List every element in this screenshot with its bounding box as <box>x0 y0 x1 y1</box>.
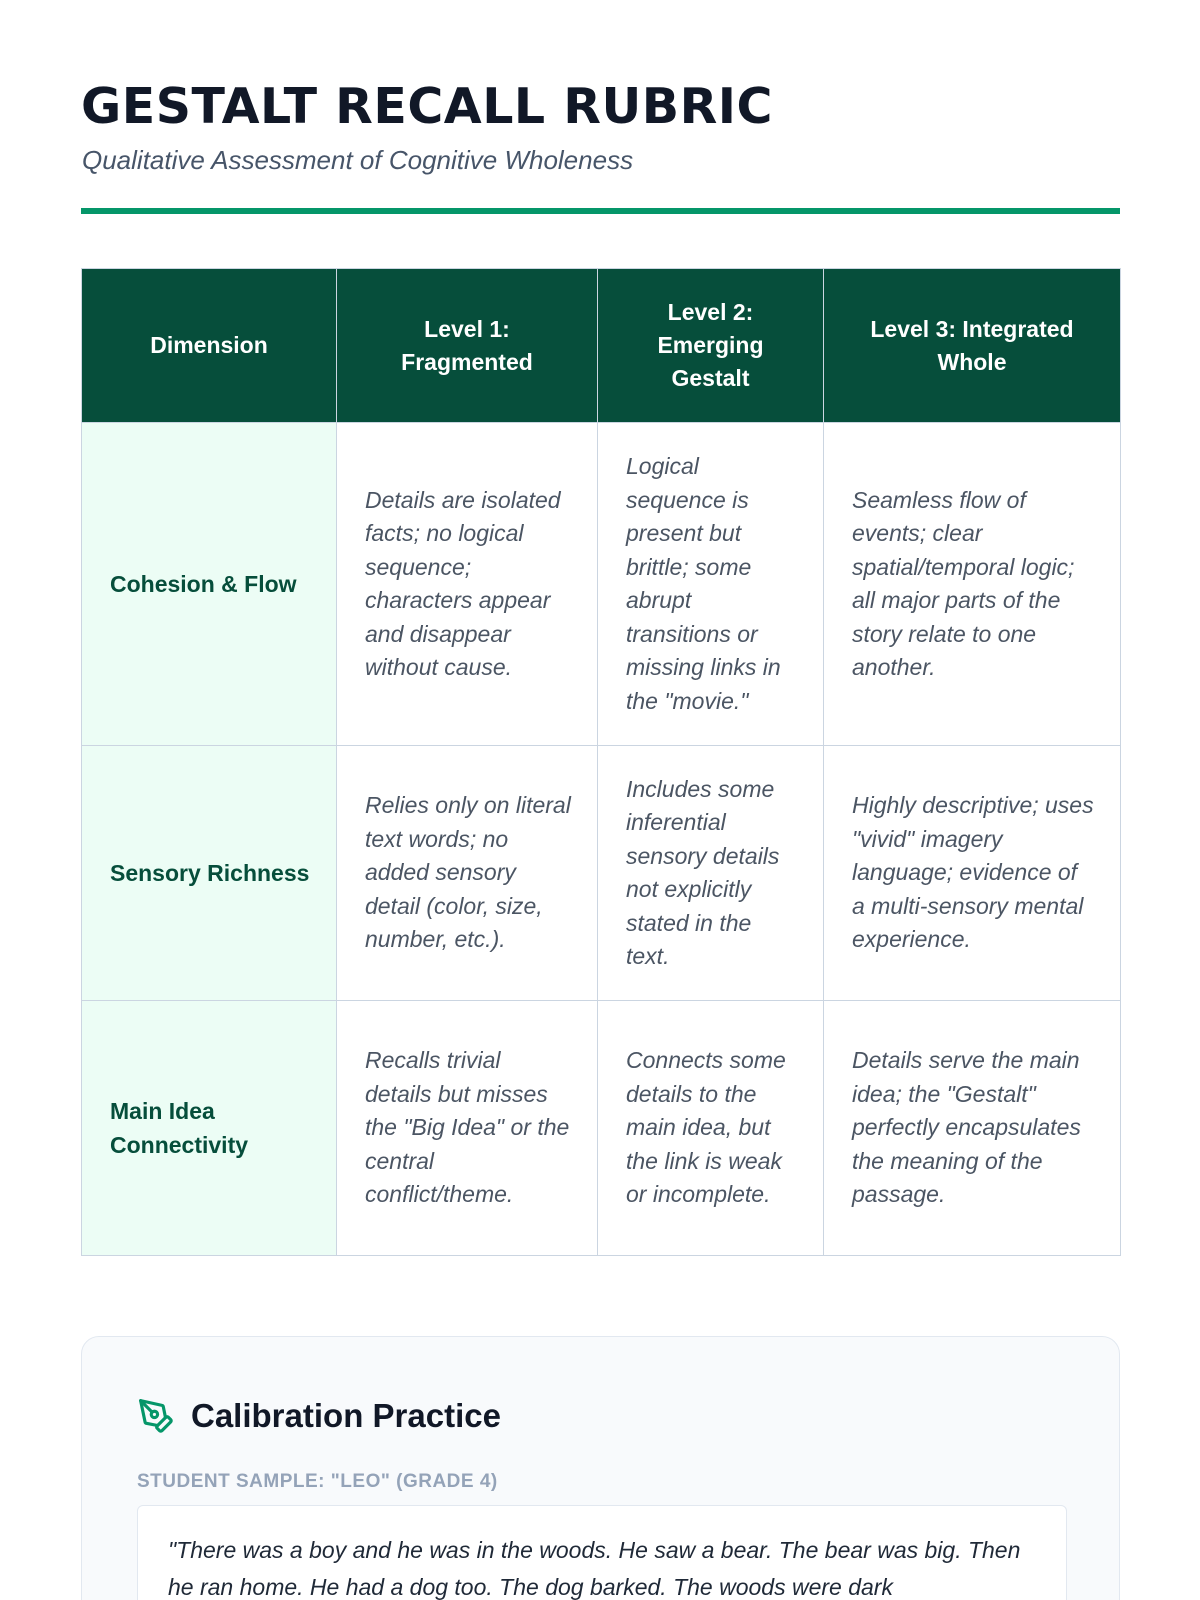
column-header-level-2: Level 2: Emerging Gestalt <box>598 269 824 423</box>
level-3-cell: Details serve the main idea; the "Gestalt" perfectly encapsulates the meaning of the passage. <box>824 1001 1121 1256</box>
calibration-title: Calibration Practice <box>191 1397 501 1434</box>
page-title: GESTALT RECALL RUBRIC <box>81 78 774 135</box>
level-2-cell: Connects some details to the main idea, but the link is weak or incomplete. <box>598 1001 824 1256</box>
level-1-cell: Relies only on literal text words; no added sensory detail (color, size, number, etc.). <box>337 746 598 1001</box>
level-1-cell: Details are isolated facts; no logical sequence; characters appear and disappear without cause. <box>337 423 598 746</box>
level-2-cell: Logical sequence is present but brittle; some abrupt transitions or missing links in the "movie." <box>598 423 824 746</box>
dimension-cell: Main Idea Connectivity <box>82 1001 337 1256</box>
level-3-cell: Seamless flow of events; clear spatial/temporal logic; all major parts of the story relate to one another. <box>824 423 1121 746</box>
level-3-cell: Highly descriptive; uses "vivid" imagery language; evidence of a multi-sensory mental experience. <box>824 746 1121 1001</box>
dimension-cell: Cohesion & Flow <box>82 423 337 746</box>
dimension-cell: Sensory Richness <box>82 746 337 1001</box>
table-header-row <box>82 269 1121 423</box>
level-2-cell: Includes some inferential sensory details not explicitly stated in the text. <box>598 746 824 1001</box>
table-row <box>82 423 1121 746</box>
level-1-cell: Recalls trivial details but misses the "Big Idea" or the central conflict/theme. <box>337 1001 598 1256</box>
table-row <box>82 746 1121 1001</box>
table-row <box>82 1001 1121 1256</box>
column-header-dimension: Dimension <box>82 269 337 423</box>
calibration-card <box>81 1336 1120 1600</box>
student-sample-label: STUDENT SAMPLE: "LEO" (GRADE 4) <box>137 1471 498 1492</box>
rubric-table <box>81 268 1121 1256</box>
column-header-level-3: Level 3: Integrated Whole <box>824 269 1121 423</box>
pen-tool-icon <box>137 1397 175 1435</box>
title-divider <box>81 208 1120 214</box>
page-subtitle: Qualitative Assessment of Cognitive Wholeness <box>82 145 634 175</box>
calibration-header <box>137 1397 501 1435</box>
student-sample-text: "There was a boy and he was in the woods. He saw a bear. The bear was big. Then he ran home. He had a dog too. The dog barked. The woods were dark <box>137 1505 1067 1600</box>
column-header-level-1: Level 1: Fragmented <box>337 269 598 423</box>
